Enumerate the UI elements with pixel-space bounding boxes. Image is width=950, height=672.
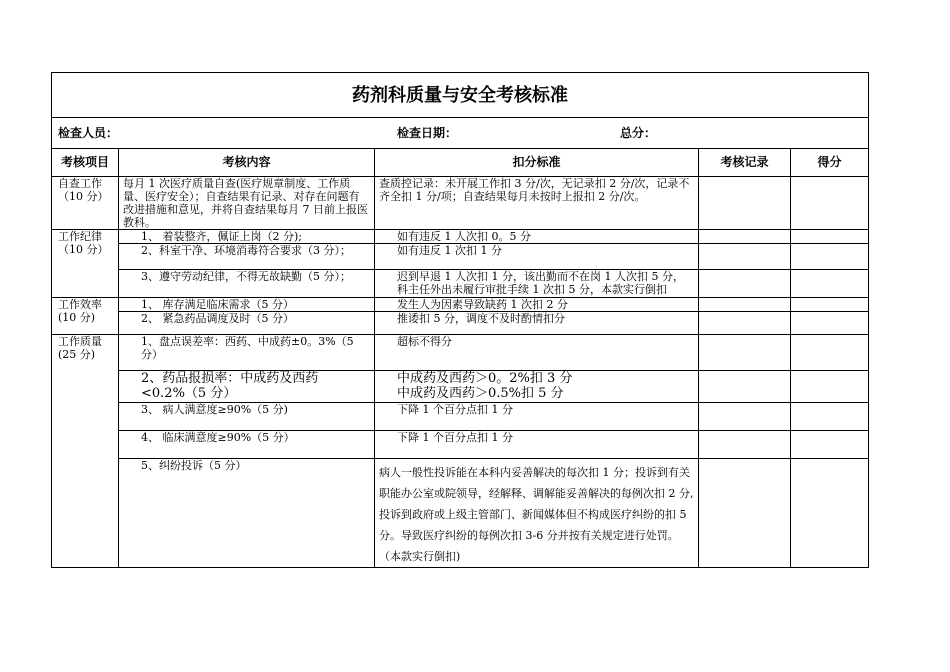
content-cell: 1、 着装整齐，佩证上岗（2 分); (119, 230, 375, 244)
category-cell: 工作效率 (10 分) (52, 298, 119, 335)
header-category: 考核项目 (52, 149, 119, 177)
record-cell[interactable] (699, 270, 791, 298)
score-cell[interactable] (791, 335, 869, 371)
score-cell[interactable] (791, 244, 869, 270)
content-cell: 4、 临床满意度≥90%（5 分） (119, 431, 375, 459)
header-row (52, 149, 869, 177)
assessment-table (51, 72, 869, 568)
content-cell: 2、药品报损率：中成药及西药<0.2%（5 分） (119, 371, 375, 403)
header-score: 得分 (791, 149, 869, 177)
record-cell[interactable] (699, 244, 791, 270)
table-row (52, 403, 869, 431)
content-cell: 1、 库存满足临床需求（5 分） (119, 298, 375, 312)
assessment-sheet (51, 72, 868, 568)
score-cell[interactable] (791, 312, 869, 335)
standard-cell: 病人一般性投诉能在本科内妥善解决的每次扣 1 分；投诉到有关职能办公室或院领导，经解释、调解能妥善解决的每例次扣 2 分,投诉到政府或上级主管部门、新闻媒体但不构成医疗纠纷的扣 5 分。导致医疗纠纷的每例次扣 3-6 分并按有关规定进行处罚。（本款实行倒扣) (375, 459, 699, 568)
content-cell: 3、 病人满意度≥90%（5 分) (119, 403, 375, 431)
score-cell[interactable] (791, 371, 869, 403)
standard-cell: 迟到早退 1 人次扣 1 分，该出勤而不在岗 1 人次扣 5 分，科主任外出未履行审批手续 1 次扣 5 分，本款实行倒扣 (375, 270, 699, 298)
standard-cell: 下降 1 个百分点扣 1 分 (375, 403, 699, 431)
table-row (52, 270, 869, 298)
record-cell[interactable] (699, 312, 791, 335)
standard-cell: 超标不得分 (375, 335, 699, 371)
category-cell: 工作质量 (25 分) (52, 335, 119, 568)
header-content: 考核内容 (119, 149, 375, 177)
standard-cell: 如有违反 1 人次扣 0。5 分 (375, 230, 699, 244)
table-row (52, 431, 869, 459)
standard-cell: 发生人为因素导致缺药 1 次扣 2 分 (375, 298, 699, 312)
score-cell[interactable] (791, 230, 869, 244)
standard-cell: 查质控记录：未开展工作扣 3 分/次，无记录扣 2 分/次，记录不齐全扣 1 分/项；自查结果每月未按时上报扣 2 分/次。 (375, 177, 699, 230)
record-cell[interactable] (699, 335, 791, 371)
table-row (52, 177, 869, 230)
info-row (52, 118, 869, 149)
score-cell[interactable] (791, 431, 869, 459)
total-label: 总分： (620, 126, 657, 140)
category-cell: 工作纪律（10 分） (52, 230, 119, 298)
standard-cell: 推诿扣 5 分，调度不及时酌情扣分 (375, 312, 699, 335)
content-cell: 2、科室干净、环境消毒符合要求（3 分）； (119, 244, 375, 270)
content-cell: 3、遵守劳动纪律，不得无故缺勤（5 分）； (119, 270, 375, 298)
content-cell: 1、盘点误差率：西药、中成药±0。3%（5 分） (119, 335, 375, 371)
score-cell[interactable] (791, 270, 869, 298)
category-cell: 自查工作（10 分） (52, 177, 119, 230)
standard-cell: 如有违反 1 次扣 1 分 (375, 244, 699, 270)
content-cell: 5、纠纷投诉（5 分） (119, 459, 375, 568)
header-standard: 扣分标准 (375, 149, 699, 177)
table-row (52, 244, 869, 270)
score-cell[interactable] (791, 177, 869, 230)
standard-cell: 下降 1 个百分点扣 1 分 (375, 431, 699, 459)
record-cell[interactable] (699, 431, 791, 459)
page-title: 药剂科质量与安全考核标准 (52, 73, 869, 118)
score-cell[interactable] (791, 459, 869, 568)
content-cell: 每月 1 次医疗质量自查(医疗规章制度、工作质量、医疗安全）；自查结果有记录、对存在问题有改进措施和意见，并将自查结果每月 7 日前上报医教科。 (119, 177, 375, 230)
table-row (52, 371, 869, 403)
record-cell[interactable] (699, 177, 791, 230)
table-row (52, 312, 869, 335)
record-cell[interactable] (699, 459, 791, 568)
header-record: 考核记录 (699, 149, 791, 177)
date-label: 检查日期： (397, 126, 458, 140)
record-cell[interactable] (699, 371, 791, 403)
inspector-label: 检查人员： (58, 126, 119, 140)
record-cell[interactable] (699, 298, 791, 312)
table-row (52, 335, 869, 371)
record-cell[interactable] (699, 230, 791, 244)
table-row (52, 459, 869, 568)
content-cell: 2、 紧急药品调度及时（5 分） (119, 312, 375, 335)
table-row (52, 230, 869, 244)
table-row (52, 298, 869, 312)
score-cell[interactable] (791, 298, 869, 312)
standard-cell: 中成药及西药＞0。2%扣 3 分 中成药及西药＞0.5%扣 5 分 (375, 371, 699, 403)
record-cell[interactable] (699, 403, 791, 431)
score-cell[interactable] (791, 403, 869, 431)
